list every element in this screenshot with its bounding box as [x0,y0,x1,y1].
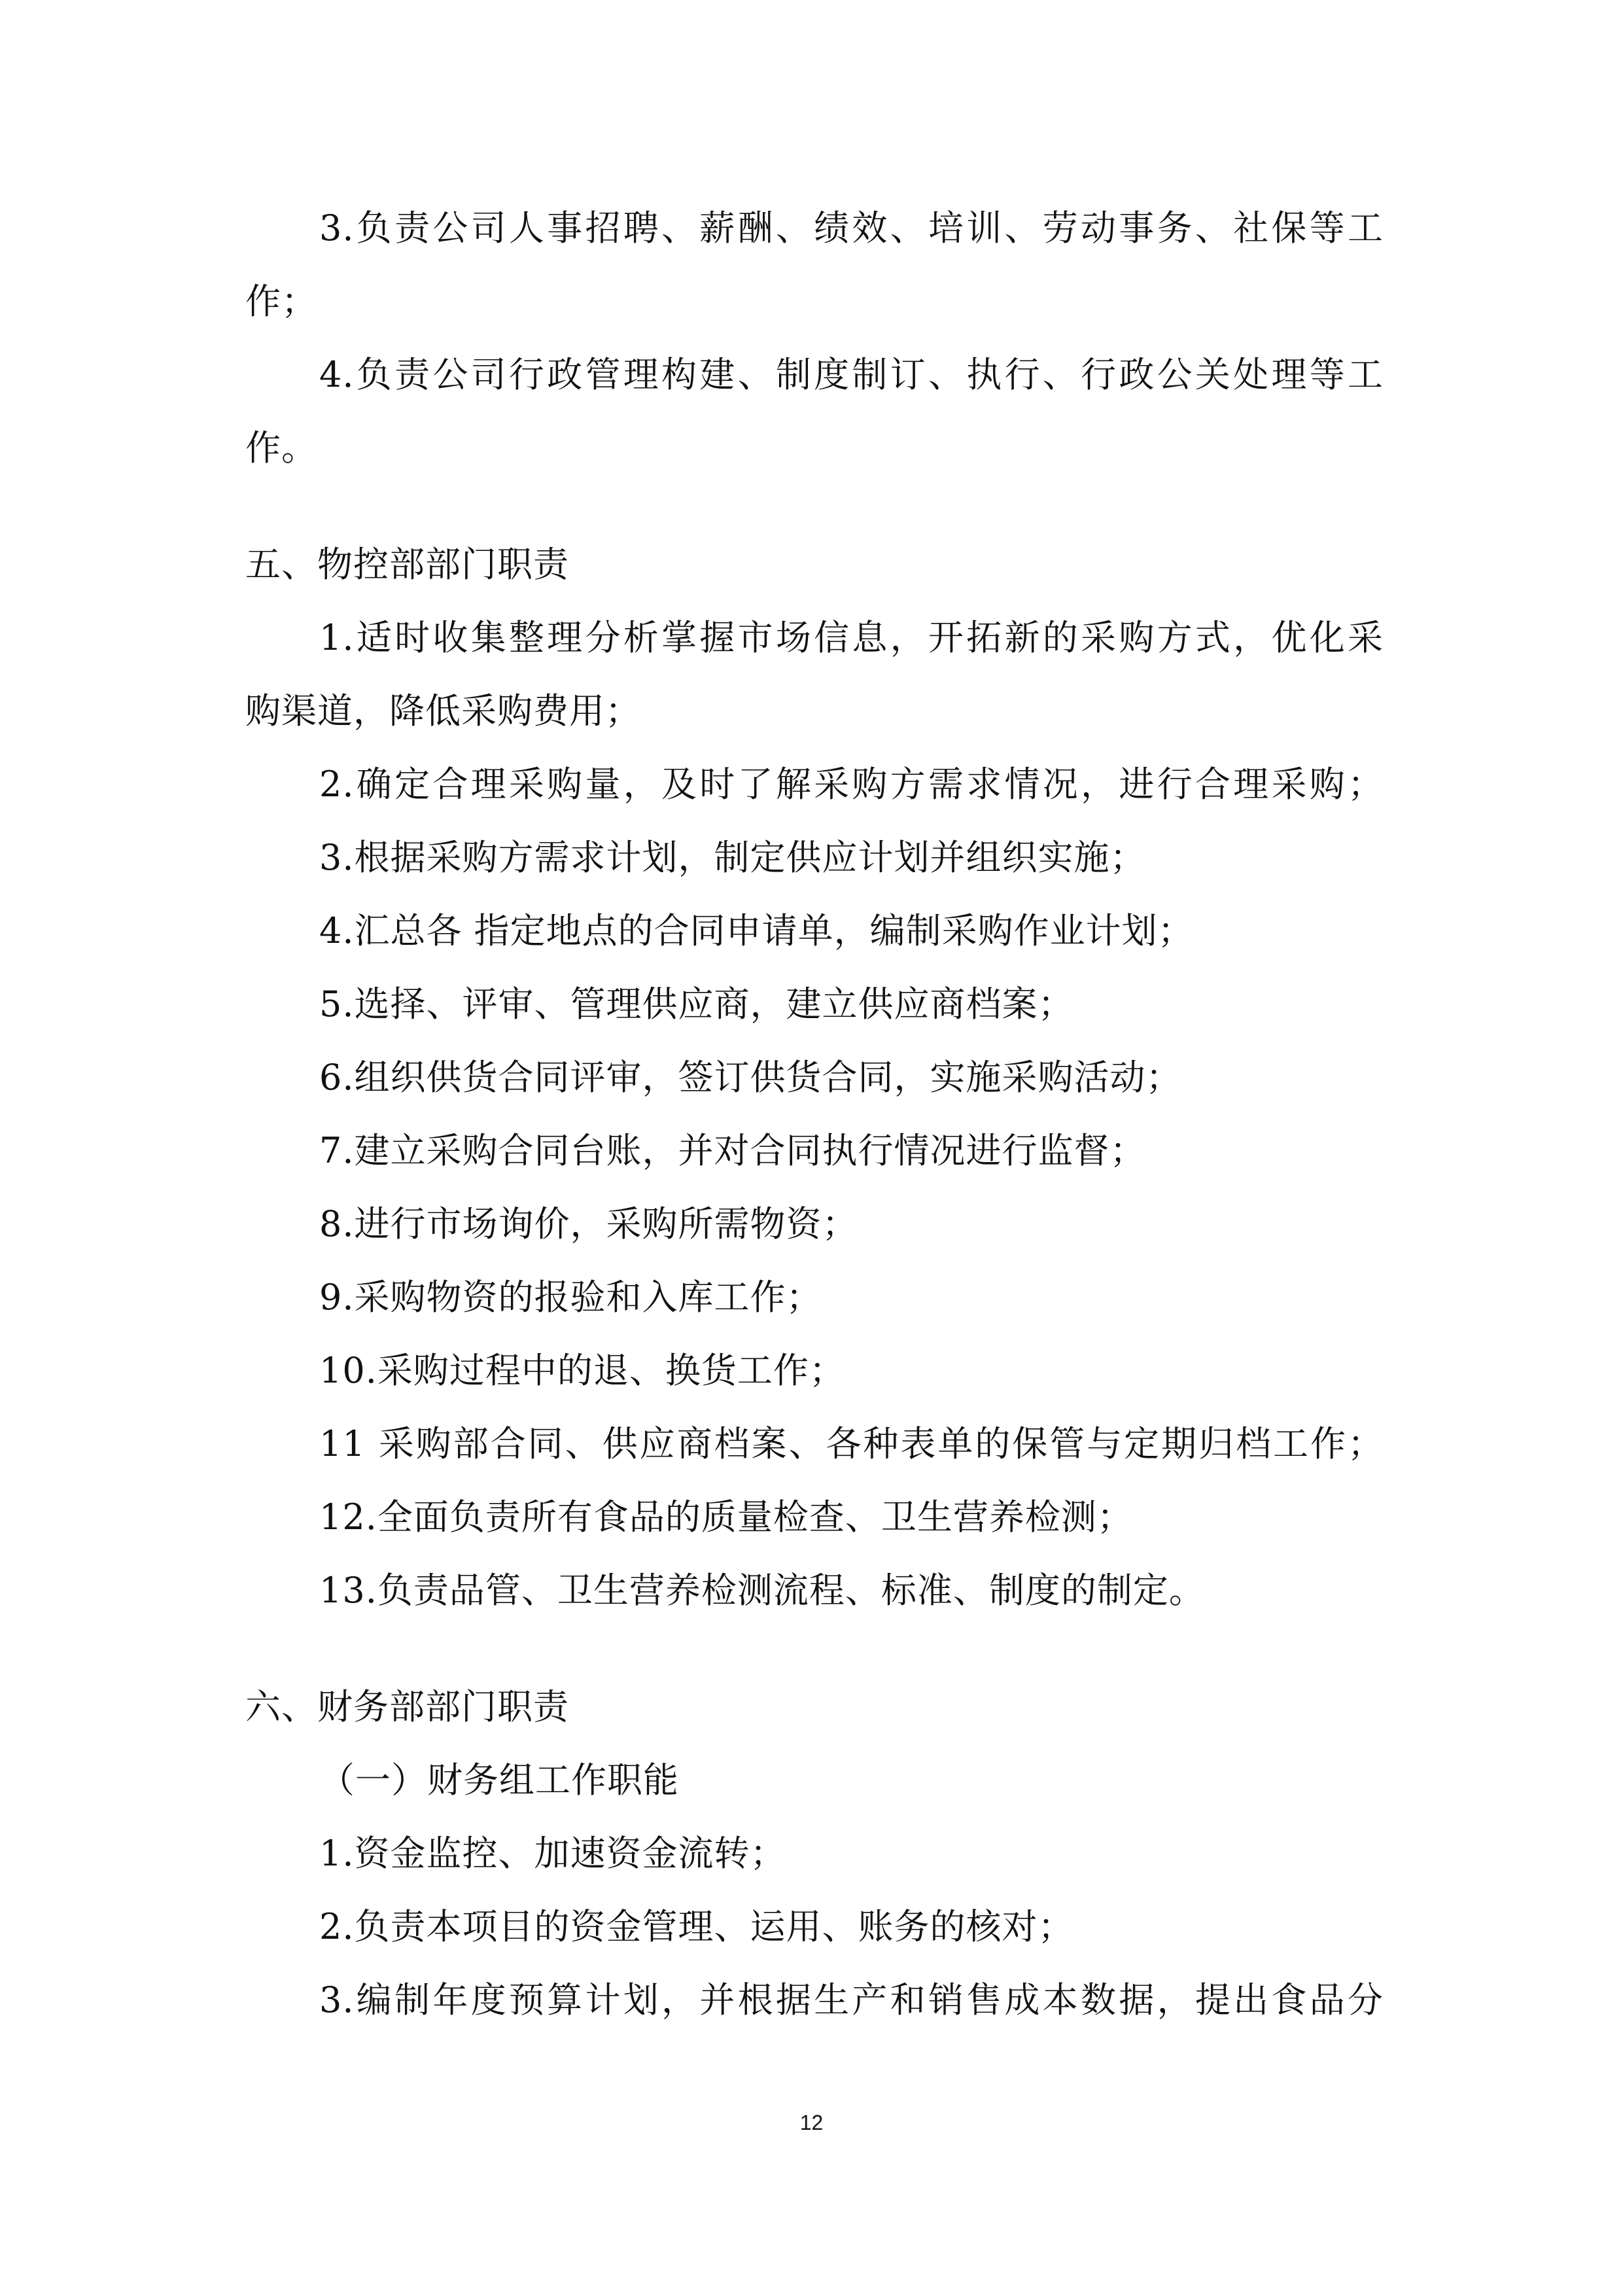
list-item: 7.建立采购合同台账，并对合同执行情况进行监督； [319,1130,1146,1171]
paragraph-line: 购渠道，降低采购费用； [245,690,641,732]
paragraph-line: 4.负责公司行政管理构建、制度制订、执行、行政公关处理等工 [319,354,1384,395]
section-heading: 五、物控部部门职责 [245,544,569,585]
list-item: 1.资金监控、加速资金流转； [319,1833,786,1874]
list-item: 2.负责本项目的资金管理、运用、账务的核对； [319,1906,1074,1947]
list-item: 11 采购部合同、供应商档案、各种表单的保管与定期归档工作； [319,1423,1384,1464]
list-item: 10.采购过程中的退、换货工作； [319,1350,845,1391]
list-item: 12.全面负责所有食品的质量检查、卫生营养检测； [319,1496,1133,1538]
list-item: 9.采购物资的报验和入库工作； [319,1277,822,1318]
list-item: 2.确定合理采购量，及时了解采购方需求情况，进行合理采购； [319,764,1384,805]
subsection-heading: （一）财务组工作职能 [319,1759,679,1801]
paragraph-line: 1.适时收集整理分析掌握市场信息，开拓新的采购方式，优化采 [319,617,1384,658]
page-number: 12 [799,2111,824,2134]
list-item: 3.根据采购方需求计划，制定供应计划并组织实施； [319,837,1146,878]
section-heading: 六、财务部部门职责 [245,1686,569,1727]
paragraph-line: 作； [245,281,317,322]
list-item: 5.选择、评审、管理供应商，建立供应商档案； [319,983,1074,1025]
list-item: 8.进行市场询价，采购所需物资； [319,1203,858,1245]
paragraph-line: 3.负责公司人事招聘、薪酬、绩效、培训、劳动事务、社保等工 [319,207,1384,249]
paragraph-line: 作。 [245,427,317,468]
list-item: 6.组织供货合同评审，签订供货合同，实施采购活动； [319,1057,1182,1098]
list-item: 3.编制年度预算计划，并根据生产和销售成本数据，提出食品分 [319,1979,1384,2021]
list-item: 13.负责品管、卫生营养检测流程、标准、制度的制定。 [319,1570,1205,1611]
list-item: 4.汇总各 指定地点的合同申请单，编制采购作业计划； [319,910,1194,951]
